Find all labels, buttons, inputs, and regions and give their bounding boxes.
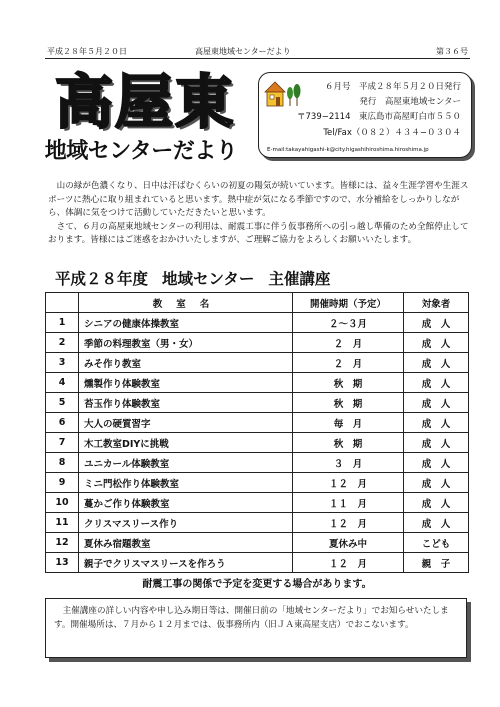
course-number: 13 [46, 553, 79, 573]
section-title-year: 平成２８年度 [55, 270, 149, 288]
info-tel-line: Tel/Fax（０８２）４３４−０３０４ [323, 128, 461, 138]
section-title [55, 268, 395, 290]
table-row [46, 333, 469, 353]
course-period: 秋 期 [293, 433, 404, 453]
info-address-line: 〒739−2114 東広島市高屋町白市５５０ [297, 112, 461, 122]
course-period: 夏休み中 [293, 533, 404, 553]
course-target: 成 人 [404, 453, 469, 473]
header-course-name: 教室名 [79, 293, 293, 313]
course-period: 秋 期 [293, 393, 404, 413]
masthead-subtitle: 地域センターだより [44, 139, 238, 164]
info-issue-line: ６月号 平成２８年５月２０日発行 [324, 82, 461, 92]
course-number: 6 [46, 413, 79, 433]
section-title-courses: 主催講座 [268, 270, 331, 288]
course-period: 秋 期 [293, 373, 404, 393]
course-name: 夏休み宿題教室 [79, 533, 293, 553]
header-no [46, 293, 79, 313]
course-period: １１ 月 [293, 493, 404, 513]
header-target: 対象者 [404, 293, 469, 313]
course-name: みそ作り教室 [79, 353, 293, 373]
header-bar [45, 44, 470, 59]
course-number: 5 [46, 393, 79, 413]
course-period: 毎 月 [293, 413, 404, 433]
intro-paragraph-2: さて、６月の高屋東地域センターの利用は、耐震工事に伴う仮事務所への引っ越し準備のため全館停止しております。皆様にはご迷惑をおかけいたしますが、ご理解ご協力をよろしくお願いいたします。 [48, 221, 469, 246]
course-name: 大人の硬質習字 [79, 413, 293, 433]
course-target: 成 人 [404, 353, 469, 373]
course-number: 7 [46, 433, 79, 453]
course-target: 成 人 [404, 333, 469, 353]
section-title-center: 地域センター [162, 270, 255, 288]
course-target: 成 人 [404, 433, 469, 453]
course-target: 成 人 [404, 313, 469, 333]
course-number: 3 [46, 353, 79, 373]
course-number: 9 [46, 473, 79, 493]
table-row [46, 473, 469, 493]
course-name: ユニカール体験教室 [79, 453, 293, 473]
header-date: 平成２８年５月２０日 [47, 47, 127, 56]
course-number: 8 [46, 453, 79, 473]
schedule-change-note: 耐震工事の関係で予定を変更する場合があります。 [142, 579, 372, 590]
course-name: 苔玉作り体験教室 [79, 393, 293, 413]
course-name: 木工教室DIYに挑戦 [79, 433, 293, 453]
course-period: ２ 月 [293, 353, 404, 373]
table-row [46, 513, 469, 533]
courses-table [45, 292, 469, 573]
course-number: 10 [46, 493, 79, 513]
course-target: こども [404, 533, 469, 553]
course-target: 成 人 [404, 513, 469, 533]
course-number: 11 [46, 513, 79, 533]
course-name: 親子でクリスマスリースを作ろう [79, 553, 293, 573]
course-name: シニアの健康体操教室 [79, 313, 293, 333]
table-row [46, 433, 469, 453]
course-period: ３ 月 [293, 453, 404, 473]
course-target: 成 人 [404, 493, 469, 513]
table-row [46, 413, 469, 433]
course-target: 成 人 [404, 473, 469, 493]
table-header-row [46, 293, 469, 313]
course-period: １２ 月 [293, 473, 404, 493]
course-name: 季節の料理教室（男・女） [79, 333, 293, 353]
course-name: 燻製作り体験教室 [79, 373, 293, 393]
course-target: 親 子 [404, 553, 469, 573]
course-period: １２ 月 [293, 553, 404, 573]
intro-text [48, 180, 470, 248]
intro-paragraph-1: 山の緑が色濃くなり、日中は汗ばむくらいの初夏の陽気が続いています。皆様には、益々生涯学習や生涯スポーツに熱心に取り組まれていると思います。熱中症が気になる季節ですので、水分補給をしっかりしながら、体調に気をつけて活動していただきたいと思います。 [48, 181, 469, 219]
table-row [46, 453, 469, 473]
header-newsletter-name: 高屋東地域センターだより [195, 47, 291, 56]
table-row [46, 393, 469, 413]
course-target: 成 人 [404, 393, 469, 413]
masthead-title: 高屋東 [54, 68, 235, 136]
info-email-line: E-mail:takayahigashi-k@city.higashihiroshima.hiroshima.jp [267, 147, 429, 153]
header-period: 開催時期（予定） [293, 293, 404, 313]
course-target: 成 人 [404, 413, 469, 433]
course-number: 12 [46, 533, 79, 553]
course-number: 2 [46, 333, 79, 353]
course-period: １２ 月 [293, 513, 404, 533]
table-row [46, 533, 469, 553]
table-row [46, 353, 469, 373]
table-row [46, 553, 469, 573]
course-period: ２ 月 [293, 333, 404, 353]
bottom-notice-box [45, 598, 467, 658]
header-issue-number: 第３６号 [436, 47, 468, 56]
table-row [46, 313, 469, 333]
course-number: 4 [46, 373, 79, 393]
bottom-notice-text: 主催講座の詳しい内容や申し込み期日等は、開催日前の「地域センターだより」でお知らせいたします。開催場所は、７月から１２月までは、仮事務所内（旧ＪＡ東高屋支店）でおこないます。 [54, 606, 449, 630]
course-period: ２〜３月 [293, 313, 404, 333]
table-row [46, 373, 469, 393]
house-icon [263, 78, 305, 108]
course-name: クリスマスリース作り [79, 513, 293, 533]
course-name: 蔓かご作り体験教室 [79, 493, 293, 513]
course-target: 成 人 [404, 373, 469, 393]
course-number: 1 [46, 313, 79, 333]
publication-info-box [258, 72, 472, 158]
course-name: ミニ門松作り体験教室 [79, 473, 293, 493]
table-row [46, 493, 469, 513]
info-publisher-line: 発行 高屋東地域センター [359, 97, 461, 107]
